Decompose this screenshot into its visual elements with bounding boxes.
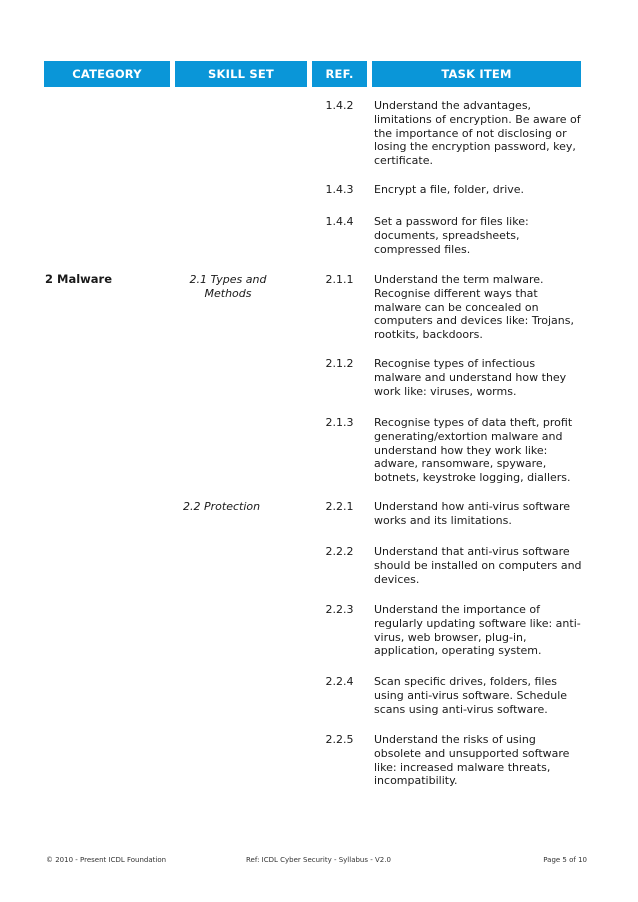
skill-set-types-and-methods: 2.1 Types and Methods [189, 273, 267, 300]
row-ref: 2.2.5 [325, 733, 354, 746]
row-ref: 2.1.2 [325, 357, 354, 370]
footer-page-number: Page 5 of 10 [543, 856, 587, 864]
row-ref: 2.1.3 [325, 416, 354, 429]
row-task: Understand that anti-virus software should be installed on computers and devices. [374, 545, 582, 586]
row-ref: 1.4.4 [325, 215, 354, 228]
category-malware: 2 Malware [45, 272, 113, 286]
row-ref: 2.2.2 [325, 545, 354, 558]
row-task: Understand the advantages, limitations of encryption. Be aware of the importance of not disclosing or losing the encryption password, key, certificate. [374, 99, 581, 168]
row-task: Encrypt a file, folder, drive. [374, 183, 525, 196]
row-task: Recognise types of data theft, profit generating/extortion malware and understand how they work like: adware, ransomware, spyware, botnets, keystroke logging, diallers. [374, 416, 573, 485]
row-task: Understand how anti-virus software works and its limitations. [374, 500, 571, 527]
row-ref: 1.4.3 [325, 183, 354, 196]
header-task-item: TASK ITEM [372, 61, 581, 87]
row-ref: 2.2.1 [325, 500, 354, 513]
row-task: Understand the term malware. Recognise different ways that malware can be concealed on computers and devices like: Trojans, rootkits, backdoors. [374, 273, 574, 342]
row-ref: 2.2.3 [325, 603, 354, 616]
header-ref: REF. [312, 61, 367, 87]
row-task: Scan specific drives, folders, files using anti-virus software. Schedule scans using anti-virus software. [374, 675, 568, 716]
row-task: Understand the risks of using obsolete and unsupported software like: increased malware threats, incompatibility. [374, 733, 570, 788]
footer-copyright: © 2010 - Present ICDL Foundation [46, 856, 167, 864]
row-ref: 2.1.1 [325, 273, 354, 286]
skill-set-protection: 2.2 Protection [183, 500, 261, 513]
row-task: Understand the importance of regularly updating software like: anti-virus, web browser, plug-in, application, operating system. [374, 603, 581, 658]
header-skill-set: SKILL SET [175, 61, 307, 87]
row-ref: 1.4.2 [325, 99, 354, 112]
row-task: Recognise types of infectious malware and understand how they work like: viruses, worms. [374, 357, 567, 398]
header-category: CATEGORY [44, 61, 170, 87]
footer-reference: Ref: ICDL Cyber Security - Syllabus - V2.0 [246, 856, 391, 864]
row-ref: 2.2.4 [325, 675, 354, 688]
row-task: Set a password for files like: documents, spreadsheets, compressed files. [374, 215, 529, 256]
